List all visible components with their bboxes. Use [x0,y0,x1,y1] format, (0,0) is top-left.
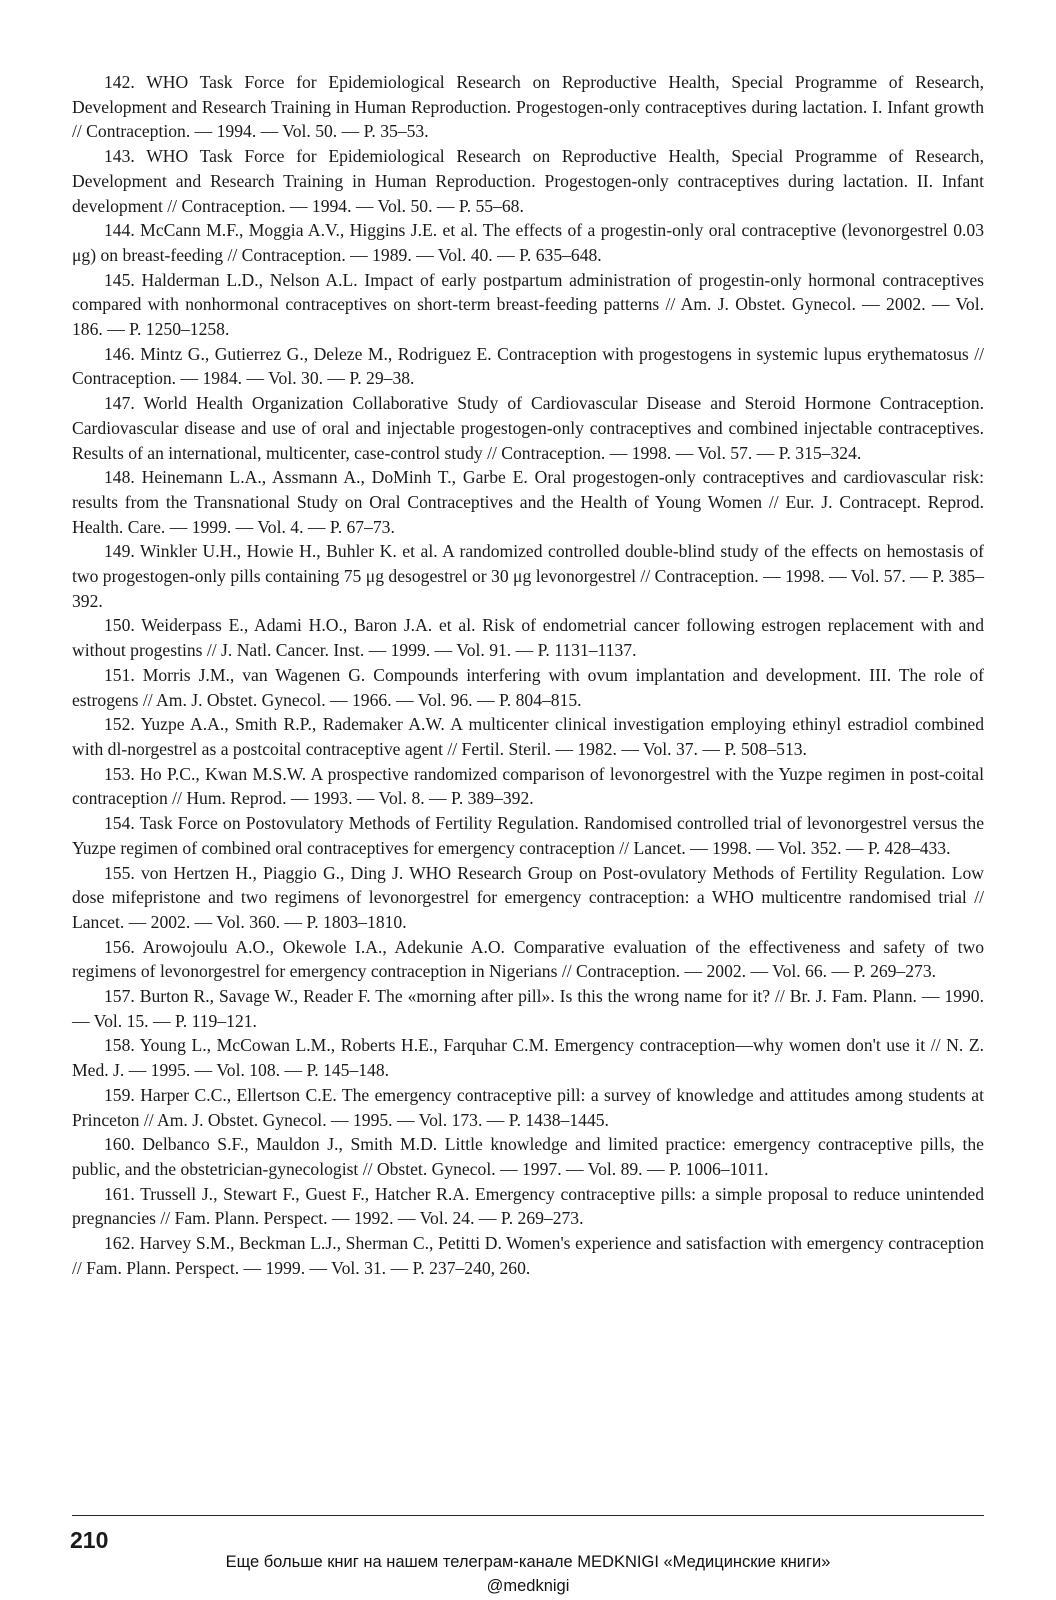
reference-item: 144. McCann M.F., Moggia A.V., Higgins J.E. et al. The effects of a progestin-only oral contraceptive (levonorgestrel 0.03 μg) on breast-feeding // Contraception. — 1989. — Vol. 40. — P. 635–648. [72,220,984,265]
footer-line-handle: @medknigi [486,1577,570,1595]
reference-item: 158. Young L., McCowan L.M., Roberts H.E., Farquhar C.M. Emergency contraception—why women don't use it // N. Z. Med. J. — 1995. — Vol. 108. — P. 145–148. [72,1035,984,1081]
reference-item: 162. Harvey S.M., Beckman L.J., Sherman C., Petitti D. Women's experience and satisfaction with emergency contraception // Fam. Plann. Perspect. — 1999. — Vol. 31. — P. 237–240, 260. [72,1233,984,1278]
reference-item: 160. Delbanco S.F., Mauldon J., Smith M.D. Little knowledge and limited practice: emergency contraceptive pills, the public, and the obstetrician-gynecologist // Obstet. Gynecol. — 1997. — Vol. 89. — P. 1006–1011. [72,1134,984,1179]
reference-item: 156. Arowojoulu A.O., Okewole I.A., Adekunie A.O. Comparative evaluation of the effectiveness and safety of two regimens of levonorgestrel for emergency contraception in Nigerians // Contraception. — 2002. — Vol. 66. — P. 269–273. [72,936,984,982]
footer-line-channel: Еще больше книг на нашем телеграм-канале MEDKNIGI «Медицинские книги» [225,1553,831,1571]
reference-item: 148. Heinemann L.A., Assmann A., DoMinh T., Garbe E. Oral progestogen-only contraceptives and cardiovascular risk: results from the Transnational Study on Oral Contraceptives and the Health of Young Women // Eur. J. Contracept. Reprod. Health. Care. — 1999. — Vol. 4. — P. 67–73. [72,467,984,537]
reference-item: 143. WHO Task Force for Epidemiological Research on Reproductive Health, Special Programme of Research, Development and Research Training in Human Reproduction. Progestogen-only contraceptives during lactation. II. Infant development // Contraception. — 1994. — Vol. 50. — P. 55–68. [72,146,984,216]
reference-item: 145. Halderman L.D., Nelson A.L. Impact of early postpartum administration of progestin-only hormonal contraceptives compared with nonhormonal contraceptives on short-term breast-feeding patterns // Am. J. Obstet. Gynecol. — 2002. — Vol. 186. — P. 1250–1258. [72,269,984,340]
footer-divider [72,1515,984,1516]
reference-item: 149. Winkler U.H., Howie H., Buhler K. et al. A randomized controlled double-blind study of the effects on hemostasis of two progestogen-only pills containing 75 μg desogestrel or 30 μg levonorgestrel // Contraception. — 1998. — Vol. 57. — P. 385–392. [72,541,984,611]
reference-item: 146. Mintz G., Gutierrez G., Deleze M., Rodriguez E. Contraception with progestogens in systemic lupus erythematosus // Contraception. — 1984. — Vol. 30. — P. 29–38. [72,343,984,389]
reference-item: 147. World Health Organization Collaborative Study of Cardiovascular Disease and Steroid Hormone Contraception. Cardiovascular disease and use of oral and injectable progestogen-only contraceptives and combined injectable contraceptives. Results of an international, multicenter, case-control study // Contraception. — 1998. — Vol. 57. — P. 315–324. [72,393,984,463]
reference-item: 150. Weiderpass E., Adami H.O., Baron J.A. et al. Risk of endometrial cancer following estrogen replacement with and without progestins // J. Natl. Cancer. Inst. — 1999. — Vol. 91. — P. 1131–1137. [72,615,984,661]
reference-item: 142. WHO Task Force for Epidemiological Research on Reproductive Health, Special Programme of Research, Development and Research Training in Human Reproduction. Progestogen-only contraceptives during lactation. I. Infant growth // Contraception. — 1994. — Vol. 50. — P. 35–53. [72,72,984,142]
reference-list [72,70,984,1280]
reference-item: 161. Trussell J., Stewart F., Guest F., Hatcher R.A. Emergency contraceptive pills: a simple proposal to reduce unintended pregnancies // Fam. Plann. Perspect. — 1992. — Vol. 24. — P. 269–273. [72,1183,984,1229]
reference-item: 153. Ho P.C., Kwan M.S.W. A prospective randomized comparison of levonorgestrel with the Yuzpe regimen in post-coital contraception // Hum. Reprod. — 1993. — Vol. 8. — P. 389–392. [72,763,984,809]
reference-item: 159. Harper C.C., Ellertson C.E. The emergency contraceptive pill: a survey of knowledge and attitudes among students at Princeton // Am. J. Obstet. Gynecol. — 1995. — Vol. 173. — P. 1438–1445. [72,1084,984,1130]
reference-item: 152. Yuzpe A.A., Smith R.P., Rademaker A.W. A multicenter clinical investigation employing ethinyl estradiol combined with dl-norgestrel as a postcoital contraceptive agent // Fertil. Steril. — 1982. — Vol. 37. — P. 508–513. [72,714,984,759]
reference-item: 151. Morris J.M., van Wagenen G. Compounds interfering with ovum implantation and development. III. The role of estrogens // Am. J. Obstet. Gynecol. — 1966. — Vol. 96. — P. 804–815. [72,664,984,710]
reference-item: 155. von Hertzen H., Piaggio G., Ding J. WHO Research Group on Post-ovulatory Methods of Fertility Regulation. Low dose mifepristone and two regimens of levonorgestrel for emergency contraception: a WHO multicentre randomised trial // Lancet. — 2002. — Vol. 360. — P. 1803–1810. [72,862,984,932]
page-number: 210 [70,1527,109,1553]
footer-note [0,1550,1056,1598]
reference-item: 157. Burton R., Savage W., Reader F. The «morning after pill». Is this the wrong name for it? // Br. J. Fam. Plann. — 1990. — Vol. 15. — P. 119–121. [72,986,984,1031]
reference-item: 154. Task Force on Postovulatory Methods of Fertility Regulation. Randomised controlled trial of levonorgestrel versus the Yuzpe regimen of combined oral contraceptives for emergency contraception // Lancet. — 1998. — Vol. 352. — P. 428–433. [72,813,984,858]
